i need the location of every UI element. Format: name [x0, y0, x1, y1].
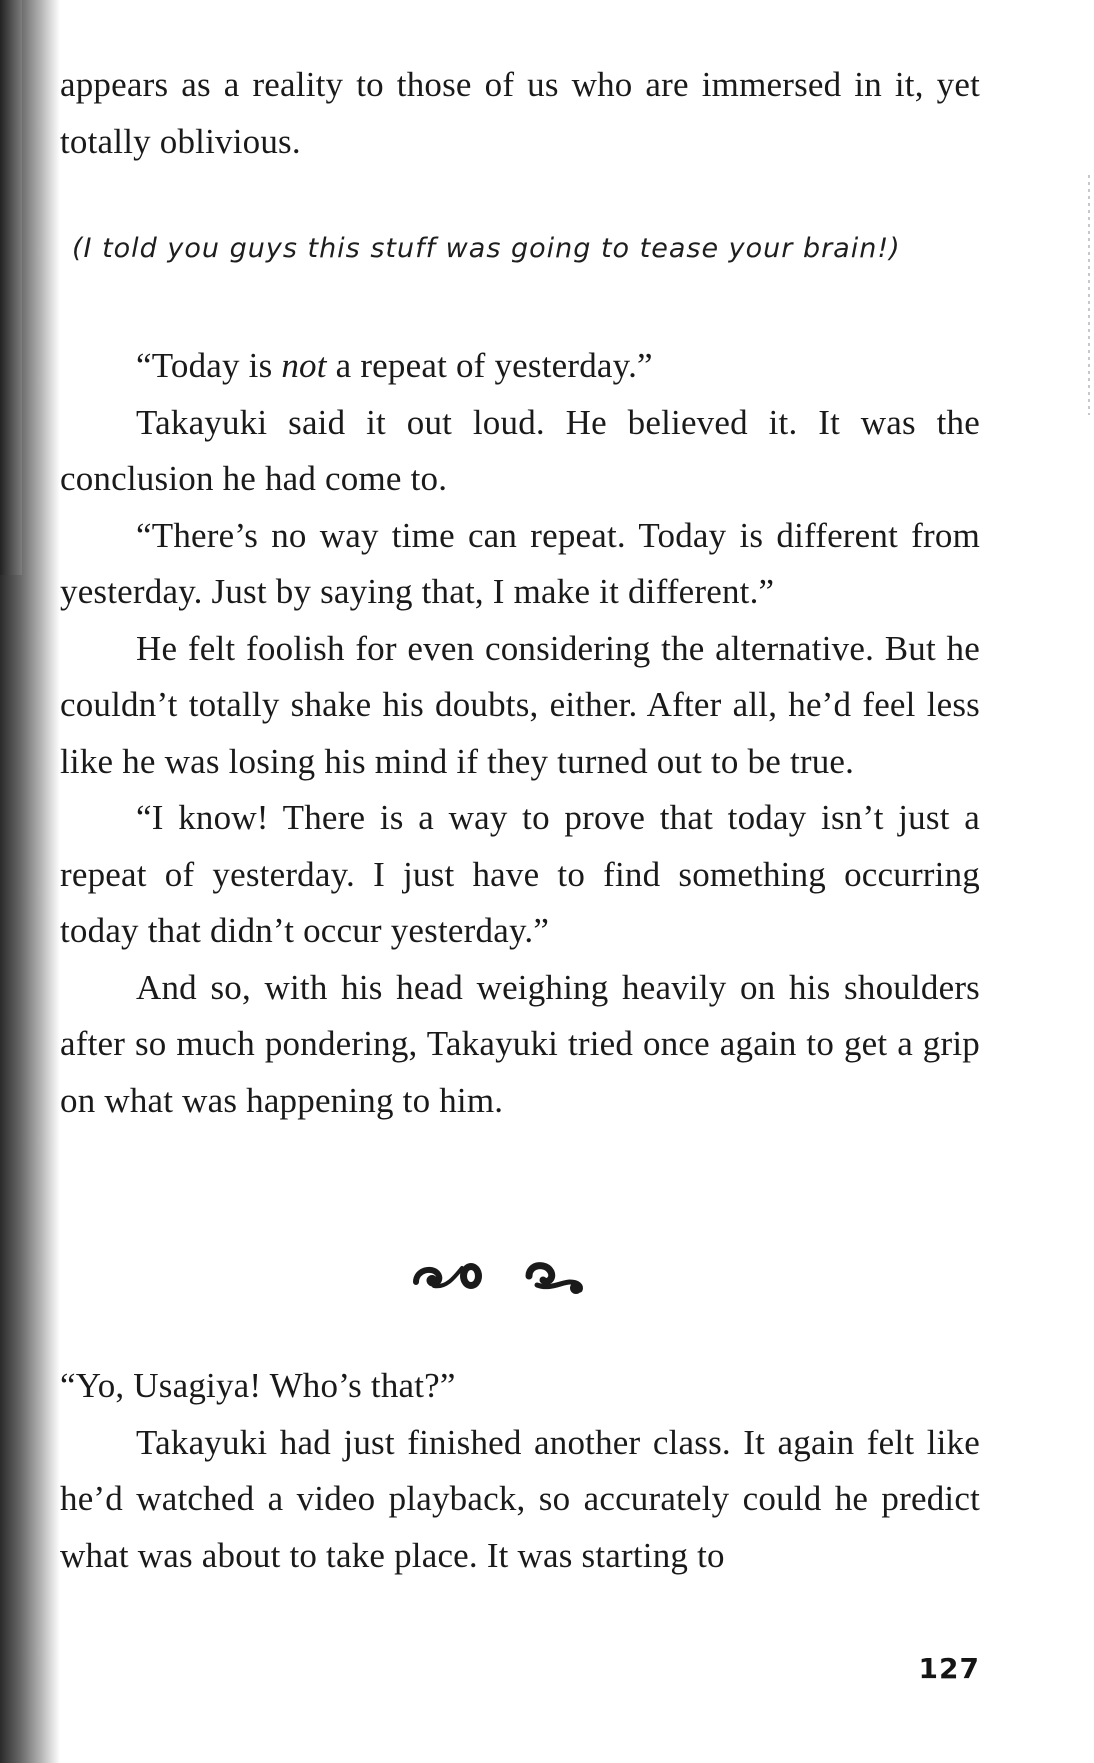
body-text-bottom [60, 1358, 980, 1584]
paragraph: Takayuki had just finished another class. It again felt like he’d watched a video playback, so accurately could he predict what was about to take place. It was starting to [60, 1422, 980, 1575]
paragraph: He felt foolish for even considering the alternative. But he couldn’t totally shake his doubts, either. After all, he’d feel less like he was losing his mind if they turned out to be true. [60, 628, 980, 781]
page-number: 127 [918, 1652, 980, 1685]
paragraph: “There’s no way time can repeat. Today is different from yesterday. Just by saying that, I make it different.” [60, 515, 980, 611]
quote-start: “Today is [136, 346, 282, 385]
section-break-ornament [410, 1252, 630, 1302]
paragraph [60, 338, 980, 395]
body-text-top [60, 57, 980, 170]
paragraph: “Yo, Usagiya! Who’s that?” [60, 1366, 456, 1405]
paragraph-continued: appears as a reality to those of us who are immersed in it, yet totally oblivious. [60, 65, 980, 161]
paragraph: “I know! There is a way to prove that today isn’t just a repeat of yesterday. I just have to find something occurring today that didn’t occur yesterday.” [60, 798, 980, 950]
body-text-main [60, 338, 980, 1129]
scan-edge-mark [1088, 175, 1090, 415]
quote-end: a repeat of yesterday.” [326, 346, 653, 385]
paragraph: Takayuki said it out loud. He believed it. It was the conclusion he had come to. [60, 402, 980, 498]
scroll-flourish-icon [410, 1252, 630, 1302]
emphasis-text: not [281, 346, 327, 385]
page-gutter-shadow-upper [0, 0, 22, 575]
handwritten-aside: (I told you guys this stuff was going to tease your brain!) [72, 233, 901, 264]
paragraph: And so, with his head weighing heavily on his shoulders after so much pondering, Takayuki tried once again to get a grip on what was happening to him. [60, 967, 980, 1120]
